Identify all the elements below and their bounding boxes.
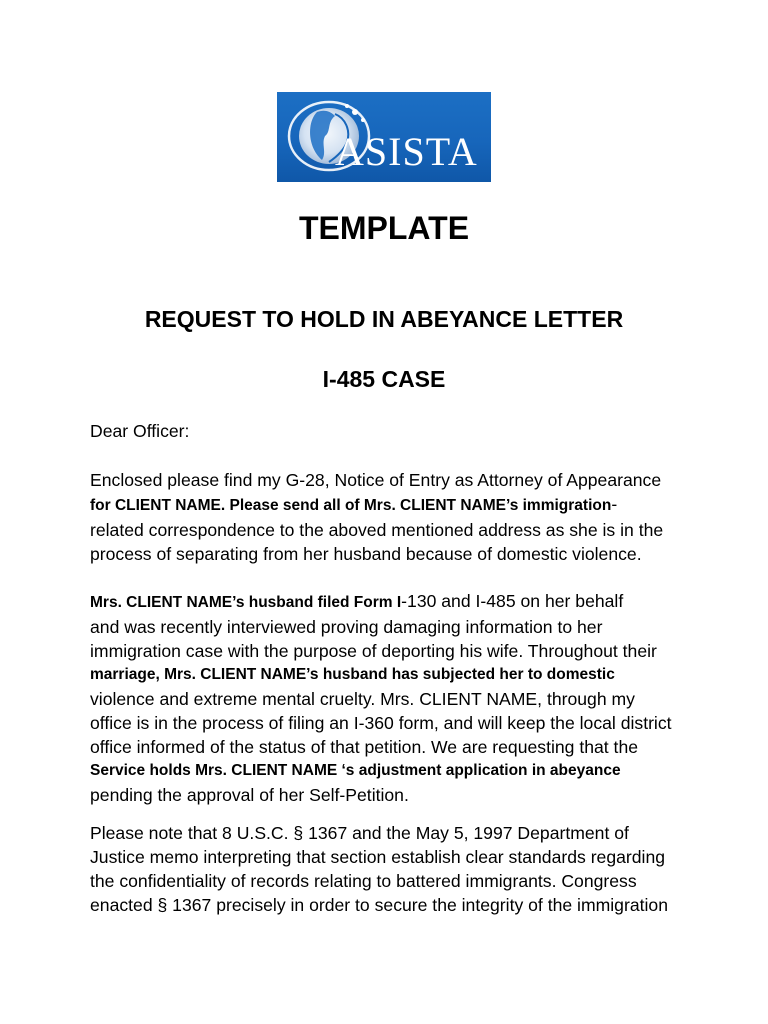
paragraph-line: Service holds Mrs. CLIENT NAME ‘s adjustment application in abeyance — [90, 762, 621, 779]
paragraph-line: pending the approval of her Self-Petition. — [90, 785, 409, 805]
asista-logo — [277, 92, 491, 182]
paragraph-line: Mrs. CLIENT NAME’s husband filed Form I-130 and I-485 on her behalf — [90, 591, 624, 611]
paragraph-line: marriage, Mrs. CLIENT NAME’s husband has subjected her to domestic — [90, 666, 615, 683]
paragraph-line: related correspondence to the aboved mentioned address as she is in the — [90, 520, 664, 540]
paragraph-line: enacted § 1367 precisely in order to secure the integrity of the immigration — [90, 895, 668, 915]
paragraph-3 — [90, 821, 690, 917]
paragraph-line: immigration case with the purpose of deporting his wife. Throughout their — [90, 641, 657, 661]
paragraph-2 — [90, 589, 690, 807]
paragraph-line: violence and extreme mental cruelty. Mrs. CLIENT NAME, through my — [90, 689, 635, 709]
paragraph-line: and was recently interviewed proving damaging information to her — [90, 617, 603, 637]
paragraph-line: the confidentiality of records relating to battered immigrants. Congress — [90, 871, 637, 891]
document-subtitle: REQUEST TO HOLD IN ABEYANCE LETTER — [144, 306, 624, 332]
paragraph-line: office is in the process of filing an I-360 form, and will keep the local district — [90, 713, 672, 733]
paragraph-1 — [90, 468, 690, 566]
case-heading: I-485 CASE — [322, 366, 446, 392]
paragraph-line: for CLIENT NAME. Please send all of Mrs. CLIENT NAME’s immigration- — [90, 494, 618, 514]
paragraph-line: process of separating from her husband because of domestic violence. — [90, 544, 642, 564]
paragraph-line: Justice memo interpreting that section establish clear standards regarding — [90, 847, 666, 867]
paragraph-line: Please note that 8 U.S.C. § 1367 and the May 5, 1997 Department of — [90, 823, 629, 843]
salutation: Dear Officer: — [90, 421, 190, 441]
paragraph-line: Enclosed please find my G-28, Notice of Entry as Attorney of Appearance — [90, 470, 662, 490]
document-title: TEMPLATE — [298, 210, 470, 246]
paragraph-line: office informed of the status of that petition. We are requesting that the — [90, 737, 639, 757]
logo-text: ASISTA — [335, 129, 478, 174]
